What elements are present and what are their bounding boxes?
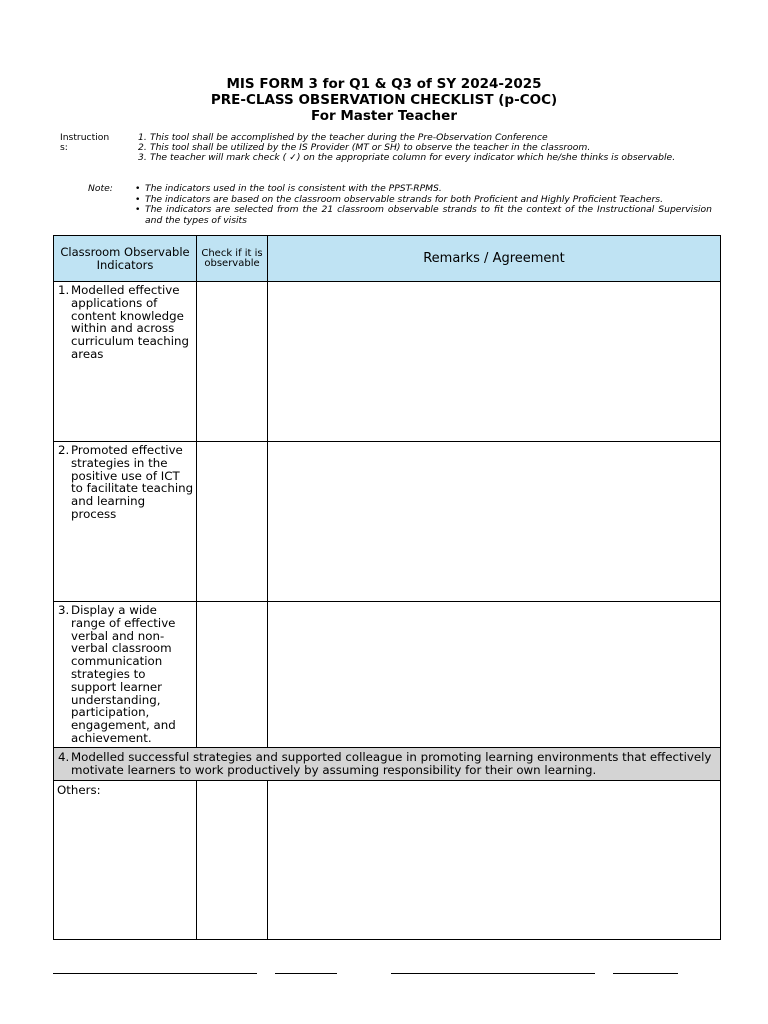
date-line <box>275 973 337 974</box>
form-title-line3: For Master Teacher <box>311 108 457 124</box>
table-header-row <box>54 236 721 282</box>
bullet-icon: • <box>135 183 141 194</box>
note-item: • The indicators used in the tool is consistent with the PPST-RPMS. <box>135 183 442 194</box>
check-cell[interactable] <box>197 442 268 602</box>
form-title-line2: PRE-CLASS OBSERVATION CHECKLIST (p-COC) <box>210 92 558 108</box>
date-line <box>613 973 678 974</box>
remarks-cell[interactable] <box>268 442 721 602</box>
check-column-header: Check if it is observable <box>197 236 268 282</box>
remarks-column-header: Remarks / Agreement <box>268 236 721 282</box>
note-list <box>135 184 712 226</box>
instruction-item: 2. This tool shall be utilized by the IS Provider (MT or SH) to observe the teacher in the classroom. <box>138 142 591 153</box>
remarks-cell[interactable] <box>268 781 721 940</box>
instructions-label: Instruction s: <box>60 132 110 153</box>
others-cell[interactable] <box>54 781 197 940</box>
note-item: • The indicators are based on the classroom observable strands for both Proficient and Highly Proficient Teachers. <box>135 193 664 205</box>
table-row <box>54 282 721 442</box>
instruction-item: 1. This tool shall be accomplished by the teacher during the Pre-Observation Conference <box>138 132 548 143</box>
table-row-wide <box>54 748 721 781</box>
others-row <box>54 781 721 940</box>
indicators-column-header: Classroom Observable Indicators <box>54 236 197 282</box>
check-cell[interactable] <box>197 282 268 442</box>
signature-line <box>53 973 257 974</box>
table-row <box>54 442 721 602</box>
check-cell[interactable] <box>197 602 268 748</box>
indicator-cell-wide: 4. Modelled successful strategies and supported colleague in promoting learning environments that effectively motivate learners to work productively by assuming responsibility for their own learning. <box>54 748 721 781</box>
note-label: Note: <box>88 183 113 194</box>
note-item: • The indicators are selected from the 21 classroom observable strands to fit the context of the Instructional Supervision and the types of visits <box>135 204 712 226</box>
indicator-cell: 2. Promoted effective strategies in the positive use of ICT to facilitate teaching and learning process <box>54 442 197 602</box>
remarks-cell[interactable] <box>268 602 721 748</box>
indicator-cell: 3. Display a wide range of effective verbal and non-verbal classroom communication strategies to support learner understanding, participation, engagement, and achievement. <box>54 602 197 748</box>
others-label: Others: <box>57 783 101 797</box>
form-header <box>0 76 768 124</box>
instructions-list <box>138 133 712 163</box>
observation-checklist-table <box>53 235 721 940</box>
check-cell[interactable] <box>197 781 268 940</box>
remarks-cell[interactable] <box>268 282 721 442</box>
signature-line <box>391 973 595 974</box>
bullet-icon: • <box>135 204 141 215</box>
table-row <box>54 602 721 748</box>
bullet-icon: • <box>135 193 141 205</box>
form-title-line1: MIS FORM 3 for Q1 & Q3 of SY 2024-2025 <box>226 76 542 92</box>
instruction-item: 3. The teacher will mark check ( ✓) on the appropriate column for every indicator which he/she thinks is observable. <box>138 152 676 163</box>
indicator-cell: 1. Modelled effective applications of content knowledge within and across curriculum teaching areas <box>54 282 197 442</box>
